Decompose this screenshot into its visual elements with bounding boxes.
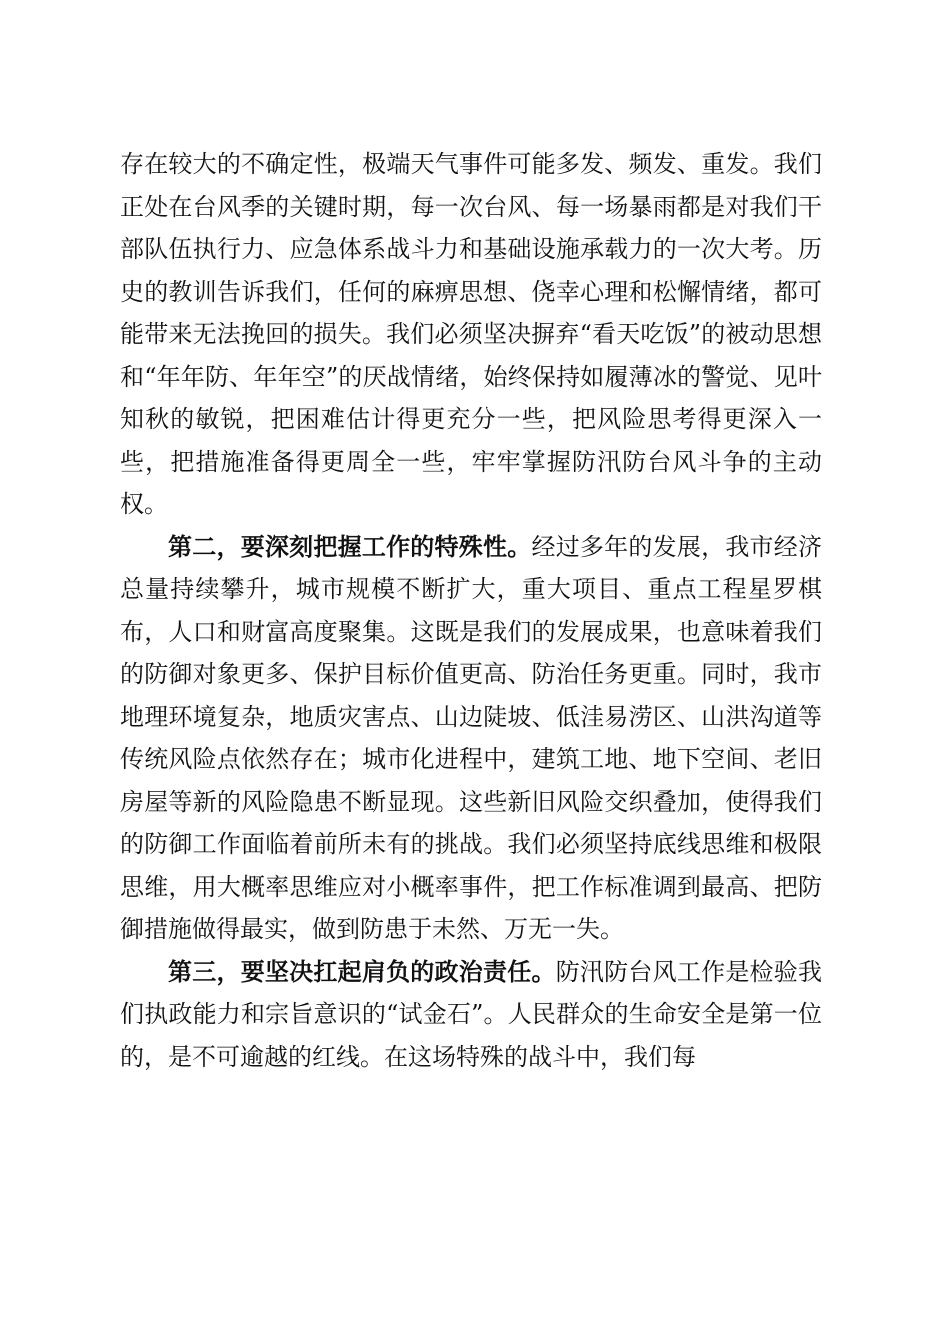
paragraph-3 (120, 951, 822, 1079)
paragraph-2 (120, 526, 822, 951)
paragraph-2-text: 经过多年的发展，我市经济总量持续攀升，城市规模不断扩大，重大项目、重点工程星罗棋布，人口和财富高度聚集。这既是我们的发展成果，也意味着我们的防御对象更多、保护目标价值更高、防治任务更重。同时，我市地理环境复杂，地质灾害点、山边陡坡、低洼易涝区、山洪沟道等传统风险点依然存在；城市化进程中，建筑工地、地下空间、老旧房屋等新的风险隐患不断显现。这些新旧风险交织叠加，使得我们的防御工作面临着前所未有的挑战。我们必须坚持底线思维和极限思维，用大概率思维应对小概率事件，把工作标准调到最高、把防御措施做得最实，做到防患于未然、万无一失。 (120, 532, 823, 943)
paragraph-1 (120, 143, 822, 526)
paragraph-3-lead: 第三，要坚决扛起肩负的政治责任。 (168, 956, 556, 986)
paragraph-2-lead: 第二，要深刻把握工作的特殊性。 (168, 531, 532, 561)
paragraph-1-text: 存在较大的不确定性，极端天气事件可能多发、频发、重发。我们正处在台风季的关键时期，每一次台风、每一场暴雨都是对我们干部队伍执行力、应急体系战斗力和基础设施承载力的一次大考。历史的教训告诉我们，任何的麻痹思想、侥幸心理和松懈情绪，都可能带来无法挽回的损失。我们必须坚决摒弃“看天吃饭”的被动思想和“年年防、年年空”的厌战情绪，始终保持如履薄冰的警觉、见叶知秋的敏锐，把困难估计得更充分一些，把风险思考得更深入一些，把措施准备得更周全一些，牢牢掌握防汛防台风斗争的主动权。 (120, 150, 822, 518)
paragraph-3-text: 防汛防台风工作是检验我们执政能力和宗旨意识的“试金石”。人民群众的生命安全是第一位的，是不可逾越的红线。在这场特殊的战斗中，我们每 (120, 957, 823, 1071)
